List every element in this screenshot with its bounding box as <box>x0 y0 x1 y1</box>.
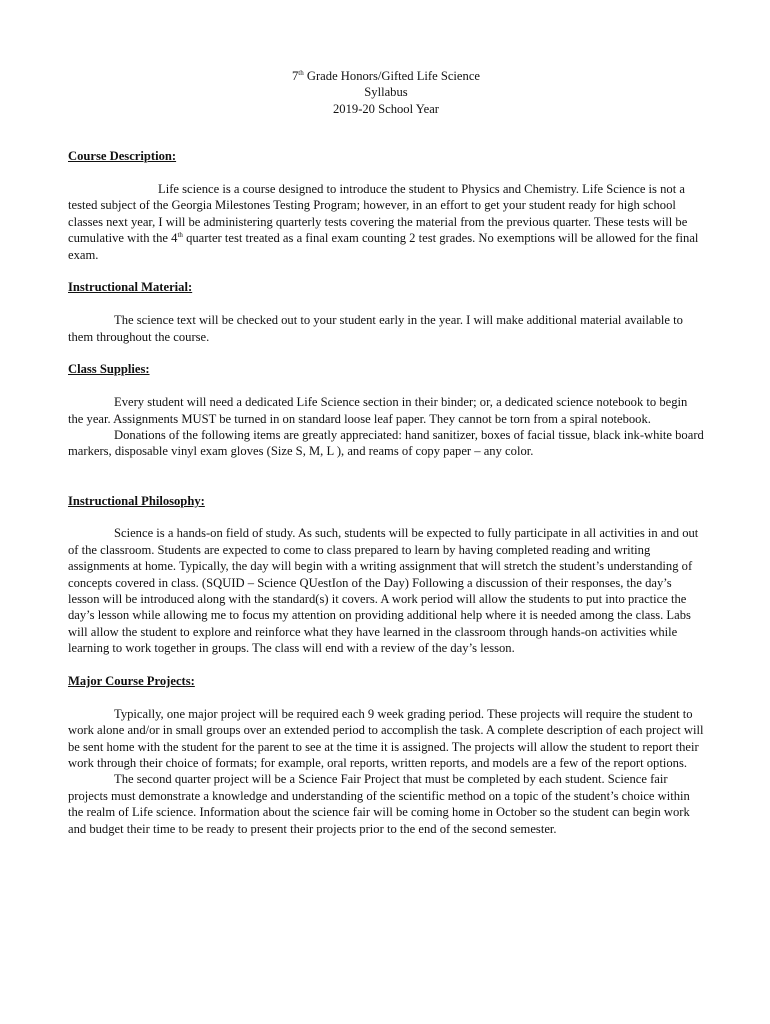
class-supplies-heading: Class Supplies: <box>68 362 150 377</box>
title-line-school-year: 2019-20 School Year <box>333 101 439 116</box>
course-description-text-1: Life science is a course designed to introduce the student to Physics and Chemistry. Life Science is not a tested subject of the Georgia Milestones Testing Program; however, in an effort to get your student ready for high school classes next year, I will be administering quarterly tests covering the material from the previous quarter. These tests will be cumulative with the 4 <box>68 181 688 246</box>
instructional-material-heading: Instructional Material: <box>68 280 193 295</box>
course-description-paragraph <box>68 181 704 263</box>
major-course-projects-paragraph-2: The second quarter project will be a Science Fair Project that must be completed by each student. Science fair projects must demonstrate a knowledge and understanding of the scientific method on a topic of the student’s choice within the realm of Life science. Information about the science fair will be coming home in October so the student can begin work and budget their time to be ready to present their projects prior to the end of the second semester. <box>68 772 690 836</box>
title-line-syllabus: Syllabus <box>364 85 408 100</box>
major-course-projects-paragraph-1: Typically, one major project will be required each 9 week grading period. These projects will require the student to work alone and/or in small groups over an extended period to accomplish the task. A complete description of each project will be sent home with the student for the parent to see at the time it is assigned. The projects will allow the student to report their work through their choice of formats; for example, oral reports, written reports, and models are a few of the report options. <box>68 706 704 771</box>
course-description-superscript: th <box>177 231 183 239</box>
instructional-material-paragraph: The science text will be checked out to your student early in the year. I will make additional material available to them throughout the course. <box>68 313 683 344</box>
instructional-philosophy-paragraph: Science is a hands-on field of study. As such, students will be expected to fully participate in all activities in and out of the classroom. Students are expected to come to class prepared to learn by having completed reading and writing assignments at home. Typically, the day will begin with a writing assignment that will stretch the student’s understanding of concepts covered in class. (SQUID – Science QUestIon of the Day) Following a discussion of their responses, the day’s lesson will be introduced along with the standard(s) it covers. A work period will allow the students to put into practice the day’s lesson while allowing me to focus my attention on providing additional help where it is needed among the class. Labs will allow the student to explore and reinforce what they have learned in the classroom through hands-on activities while learning to work together in groups. The class will end with a review of the day’s lesson. <box>68 526 699 656</box>
title-grade-number: 7 <box>292 69 299 83</box>
title-block <box>68 68 704 117</box>
document-page <box>68 68 704 837</box>
title-line-course <box>68 68 704 84</box>
course-description-text-2: quarter test treated as a final exam counting 2 test grades. No exemptions will be allowed for the final exam. <box>68 231 699 262</box>
class-supplies-paragraph-1: Every student will need a dedicated Life Science section in their binder; or, a dedicated science notebook to begin the year. Assignments MUST be turned in on standard loose leaf paper. They cannot be torn from a spiral notebook. <box>68 395 688 426</box>
title-grade-suffix: th <box>298 68 304 77</box>
class-supplies-paragraph-2: Donations of the following items are greatly appreciated: hand sanitizer, boxes of facial tissue, black ink-white board markers, disposable vinyl exam gloves (Size S, M, L ), and reams of copy paper – any color. <box>68 428 704 459</box>
title-course-name: Grade Honors/Gifted Life Science <box>303 69 480 83</box>
course-description-heading: Course Description: <box>68 149 177 164</box>
instructional-philosophy-heading: Instructional Philosophy: <box>68 493 205 508</box>
major-course-projects-heading: Major Course Projects: <box>68 674 195 689</box>
